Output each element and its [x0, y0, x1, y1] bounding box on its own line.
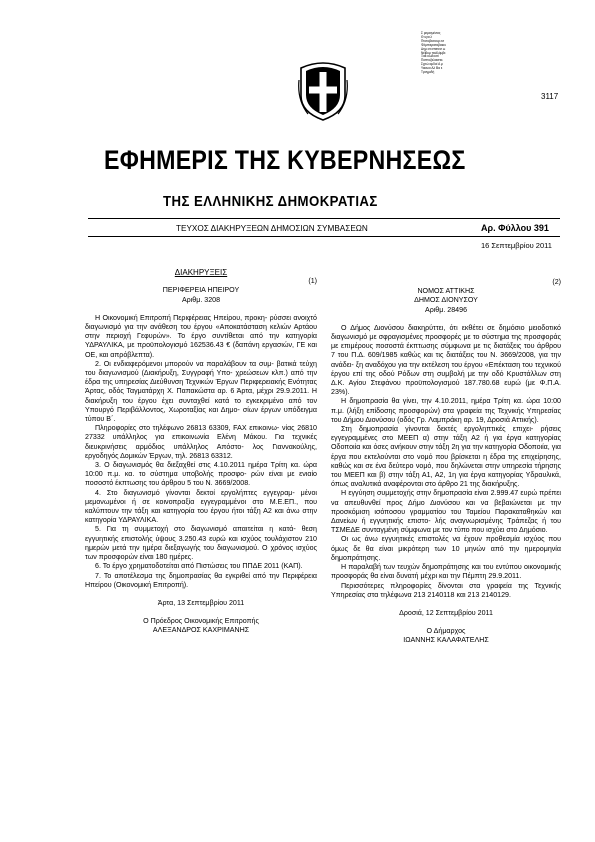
- paragraph: Η Οικονομική Επιτροπή Περιφέρειας Ηπείρου, προκη- ρύσσει ανοιχτό διαγωνισμό για την ανάθεση του έργου «Αποκατάσταση κελιών Αρτάου στην περιοχή Γεφυρών». Το έργο συντίθεται από την κατηγορία ΥΔΡΑΥΛΙΚΑ, με προϋπολογισμό 162536.43 € (δαπάνη εργασιών, ΓΕ και ΟΕ, και απρόβλεπτα).: [85, 313, 317, 359]
- signer-name: ΙΩΑΝΝΗΣ ΚΑΛΑΦΑΤΕΛΗΣ: [403, 636, 489, 645]
- paragraph: Η δημοπρασία θα γίνει, την 4.10.2011, ημέρα Τρίτη κα. ώρα 10:00 π.μ. (λήξη επίδοσης προσφορών) στα γραφεία της Τεχνικής Υπηρεσίας του Δήμου Διονύσου (οδός Γρ. Λαμπράκη αρ. 19, Δροσιά Αττικής).: [331, 397, 561, 424]
- page-number: 3117: [541, 92, 559, 101]
- sheet-number-label: Αρ. Φύλλου 391: [481, 223, 549, 233]
- reference-number: Αριθμ. 3208: [181, 295, 221, 304]
- reference-number: Αριθμ. 28496: [424, 305, 468, 314]
- paragraph: Στη δημοπρασία γίνονται δεκτές εργοληπτικές επιχει- ρήσεις εγγεγραμμένες στο ΜΕΕΠ α) στην τάξη Α2 ή για έργα κατηγορίας Οδοποιία και όσες ανήκουν στην τάξη 2η για την κατηγορία Οδοποιία, για έργα που εκτελούνται στο νομό που βρίσκεται η έδρα της επιχείρησης, καθώς και σε ένα δεύτερο νομό, που δηλώνεται στην υπηρεσία τήρησης του ΜΕΕΠ και β) στην τάξη Α1, Α2, 1η για έργα κατηγορίας Υδραυλικά, όπως αναλυτικά αναφέρονται στο άρθρο 21 της διακήρυξης.: [331, 425, 561, 489]
- issue-label: ΤΕΥΧΟΣ ΔΙΑΚΗΡΥΞΕΩΝ ΔΗΜΟΣΙΩΝ ΣΥΜΒΑΣΕΩΝ: [176, 224, 368, 233]
- signer-role: Ο Δήμαρχος: [426, 627, 466, 636]
- paragraph: Η παραλαβή των τευχών δημοπράτησης και του εντύπου οικονομικής προσφοράς θα είναι δυνατή μέχρι και την Πέμπτη 29.9.2011.: [331, 563, 561, 581]
- coat-of-arms-icon: [298, 60, 348, 122]
- gazette-title: ΕΦΗΜΕΡΙΣ ΤΗΣ ΚΥΒΕΡΝΗΣΕΩΣ: [104, 145, 466, 175]
- paragraph: 7. Το αποτέλεσμα της δημοπρασίας θα εγκριθεί από την Περιφέρεια Ηπείρου (Οικονομική Επιτροπή).: [85, 571, 317, 589]
- paragraph: Η εγγύηση συμμετοχής στην δημοπρασία είναι 2.999.47 ευρώ πρέπει να απευθυνθεί προς Δήμο Διονύσου και να βεβαιώνεται με την προσκόμιση ισόποσου γραμματίου του Ταμείου Παρακαταθηκών και Δανείων ή εγγυητικής επιστο- λής αναγνωρισμένης Τράπεζας ή του ΤΣΜΕΔΕ συνταγμένη σύμφωνα με τον τύπο που ισχύει στο Δημόσιο.: [331, 489, 561, 535]
- place-date: Άρτα, 13 Σεπτεμβρίου 2011: [157, 598, 245, 607]
- header-rule-bottom: [88, 236, 560, 237]
- announcement-1: [85, 268, 317, 636]
- paragraph: 3. Ο διαγωνισμός θα διεξαχθεί στις 4.10.2011 ημέρα Τρίτη κα. ώρα 10:00 π.μ. κα. το σύστημα υποβολής προσφο- ρών είναι με ενιαίο ποσοστό έκπτωσης του άρθρου 5 του Ν. 3669/2008.: [85, 461, 317, 488]
- paragraph: 2. Οι ενδιαφερόμενοι μπορούν να παραλάβουν τα συμ- βατικά τεύχη του διαγωνισμού (Διακήρυξη, Συγγραφή Υπο- χρεώσεων κλπ.) από την έδρα της υπηρεσίας Διεύθυνση Τεχνικών Έργων Περιφερειακής Ενότητας Άρτας, οδός Ταγματάρχη Χ. Παπακώστα αρ. 6 Άρτα, μέχρι 29.9.2011. Η διακήρυξη του έργου έχει συνταχθεί κατά το εγκεκριμένο από τον Υπουργό Περιβάλλοντος, Χωροταξίας και Δημο- σίων έργων υπόδειγμα τύπου Β΄.: [85, 359, 317, 424]
- gazette-subtitle: ΤΗΣ ΕΛΛΗΝΙΚΗΣ ΔΗΜΟΚΡΑΤΙΑΣ: [163, 193, 378, 210]
- paragraph: Οι ως άνω εγγυητικές επιστολές να έχουν προθεσμία ισχύος που όμως δε θα είναι μικρότερη των 10 μηνών από την ημερομηνία δημοπράτησης.: [331, 535, 561, 562]
- authority-name: ΠΕΡΙΦΕΡΕΙΑ ΗΠΕΙΡΟΥ: [162, 286, 240, 295]
- paragraph: 4. Στο διαγωνισμό γίνονται δεκτοί εργολήπτες εγγεγραμ- μένοι μεμονωμένοι ή σε κοινοπραξία εγγεγραμμένοι στο Μ.Ε.ΕΠ., που καλύπτουν την τάξη και κατηγορία του έργου ήτοι τάξη Α2 και άνω στην κατηγορία ΥΔΡΑΥΛΙΚΑ.: [85, 488, 317, 525]
- paragraph: Ο Δήμος Διονύσου διακηρύττει, ότι εκθέτει σε δημόσιο μειοδοτικό διαγωνισμό με σφραγισμένες προσφορές με το σύστημα της προσφοράς με επιμέρους ποσοστά έκπτωσης σύμφωνα με τις διατάξεις του άρθρου 7 του Π.Δ. 609/1985 καθώς και τις διατάξεις του Ν. 3669/2008, για την ανάδει- ξη αναδόχου για την εκτέλεση του έργου «Επέκταση του τεχνικού έργου επί της οδού Ρόδων στη συμβολή με την οδό Κρυστάλλων στη Δ.Κ. Αγίου Στεφάνου προϋπολογισμού 187.780.68 ευρώ (με Φ.Π.Α. 23%).: [331, 323, 561, 397]
- issue-date: 16 Σεπτεμβρίου 2011: [481, 241, 552, 250]
- announcement-2: [331, 278, 561, 646]
- paragraph: Περισσότερες πληροφορίες δίνονται στα γραφεία της Τεχνικής Υπηρεσίας στα τηλέφωνα 213 2140118 και 213 2140129.: [331, 581, 561, 599]
- paragraph: 6. Το έργο χρηματοδοτείται από Πιστώσεις του ΠΠΔΕ 2011 (ΚΑΠ).: [95, 562, 303, 571]
- place-date: Δροσιά, 12 Σεπτεμβρίου 2011: [399, 608, 493, 617]
- paragraph: 5. Για τη συμμετοχή στο διαγωνισμό απαιτείται η κατά- θεση εγγυητικής επιστολής ύψους 3.250.43 ευρώ και ισχύος τουλάχιστον 210 ημερών μετά την ημέρα διεξαγωγής του διαγωνισμού. Ο χρόνος ισχύος των προσφορών είναι 180 ημέρες.: [85, 525, 317, 562]
- authority-name: ΝΟΜΟΣ ΑΤΤΙΚΗΣ: [417, 287, 475, 296]
- signer-name: ΑΛΕΞΑΝΔΡΟΣ ΚΑΧΡΙΜΑΝΗΣ: [152, 626, 250, 635]
- publisher-info: Σ ρεμισμένοις Θ υγα λ Πτοτοβεσουρ εσ Φλμπιεραταβαιου Δημ ατ:σπετεσ ω Νεϊβκμ παλλόμβε Ξακ κωδονεί Ποπτοζαλαιστα. Σχεώ αμδοί Α μ Υαουοι Αλ Βα ε Τρογμιδή: [421, 31, 446, 75]
- announcement-number: (2): [552, 278, 561, 286]
- header-rule-top: [88, 218, 560, 219]
- signer-role: Ο Πρόεδρος Οικονομικής Επιτροπής: [143, 617, 259, 626]
- paragraph: Πληροφορίες στο τηλέφωνο 26813 63309, FAX επικοινω- νίας 26810 27332 υπάλληλος για επικοινωνία Ελένη Μάκου. Για τεχνικές διευκρινήσεις αρμόδιος υπάλληλος Απόστο- λος Γιαννακούλης, εργοδηγός Δομικών Έργων, τηλ. 26813 63312.: [85, 424, 317, 460]
- municipality-name: ΔΗΜΟΣ ΔΙΟΝΥΣΟΥ: [414, 296, 478, 305]
- section-heading: ΔΙΑΚΗΡΥΞΕΙΣ: [174, 268, 228, 277]
- announcement-number: (1): [308, 277, 317, 286]
